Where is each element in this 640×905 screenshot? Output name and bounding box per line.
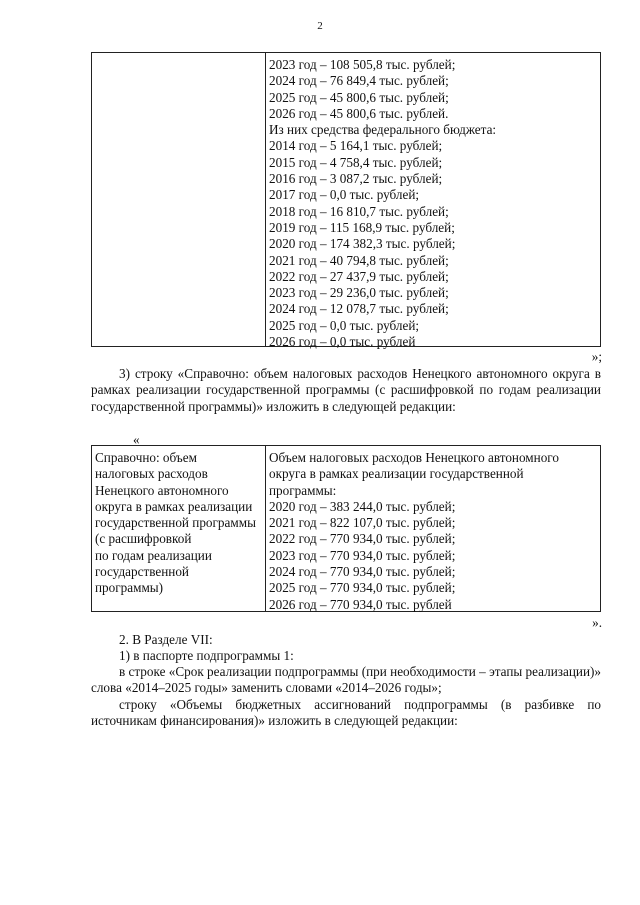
item-3-paragraph: 3) строку «Справочно: объем налоговых расходов Ненецкого автономного округа в рамках реализации государственной программы (с расшифровкой по годам реализации государственной программы)» изложить в следующей редакции: — [91, 366, 601, 414]
opening-quote: « — [133, 432, 140, 447]
tax-table-right-line: 2025 год – 770 934,0 тыс. рублей; — [269, 580, 456, 596]
funding-table-right-cell — [266, 53, 600, 350]
tax-table-right-line: Объем налоговых расходов Ненецкого автономного — [269, 450, 559, 465]
funding-line: 2016 год – 3 087,2 тыс. рублей; — [269, 171, 443, 187]
funding-line: 2023 год – 108 505,8 тыс. рублей; — [269, 57, 456, 72]
funding-line: 2017 год – 0,0 тыс. рублей; — [269, 187, 420, 203]
tax-table-left-line: программы) — [95, 580, 164, 596]
tax-table-right-line: 2022 год – 770 934,0 тыс. рублей; — [269, 531, 456, 547]
tax-expenditure-table — [91, 445, 601, 612]
funding-line: 2018 год – 16 810,7 тыс. рублей; — [269, 203, 449, 219]
funding-line: 2024 год – 76 849,4 тыс. рублей; — [269, 73, 449, 89]
funding-line: 2026 год – 45 800,6 тыс. рублей. — [269, 105, 449, 121]
funding-line: 2023 год – 29 236,0 тыс. рублей; — [269, 285, 449, 301]
funding-table-left-cell — [92, 53, 266, 346]
tax-table-right-line: 2021 год – 822 107,0 тыс. рублей; — [269, 515, 456, 531]
tax-table-right-line: округа в рамках реализации государственной — [269, 466, 524, 482]
funding-line: Из них средства федерального бюджета: — [269, 122, 497, 138]
funding-line: 2024 год – 12 078,7 тыс. рублей; — [269, 301, 449, 317]
closing-quote-1: »; — [591, 349, 602, 364]
tax-table-left-line: налоговых расходов — [95, 466, 208, 482]
closing-quote-2: ». — [592, 615, 602, 630]
funding-line: 2022 год – 27 437,9 тыс. рублей; — [269, 268, 449, 284]
tax-table-right-cell — [266, 446, 600, 611]
funding-line: 2025 год – 45 800,6 тыс. рублей; — [269, 89, 449, 105]
funding-table — [91, 52, 601, 350]
tax-table-left-line: (с расшифровкой — [95, 531, 192, 547]
tax-table-left-line: государственной — [95, 564, 189, 580]
tax-table-left-line: Справочно: объем — [95, 450, 197, 465]
funding-line: 2021 год – 40 794,8 тыс. рублей; — [269, 252, 449, 268]
tax-table-left-line: Ненецкого автономного — [95, 482, 229, 498]
funding-line: 2020 год – 174 382,3 тыс. рублей; — [269, 236, 456, 252]
funding-line: 2019 год – 115 168,9 тыс. рублей; — [269, 219, 455, 235]
section-2-item-1: 1) в паспорте подпрограммы 1: — [119, 648, 294, 663]
tax-table-right-line: программы: — [269, 482, 337, 498]
tax-table-right-line: 2026 год – 770 934,0 тыс. рублей — [269, 596, 452, 612]
tax-table-left-cell — [92, 446, 266, 611]
funding-line: 2025 год – 0,0 тыс. рублей; — [269, 317, 420, 333]
tax-table-left-line: округа в рамках реализации — [95, 498, 253, 514]
page-number: 2 — [317, 20, 323, 32]
section-2-term-paragraph: в строке «Срок реализации подпрограммы (при необходимости – этапы реализации)» слова «2014–2025 годы» заменить словами «2014–2026 годы»; — [91, 664, 601, 696]
section-2-heading: 2. В Разделе VII: — [119, 632, 213, 647]
tax-table-right-line: 2020 год – 383 244,0 тыс. рублей; — [269, 498, 456, 514]
tax-table-left-line: по годам реализации — [95, 547, 212, 563]
funding-line: 2026 год – 0,0 тыс. рублей — [269, 334, 416, 350]
tax-table-right-line: 2023 год – 770 934,0 тыс. рублей; — [269, 547, 456, 563]
tax-table-right-line: 2024 год – 770 934,0 тыс. рублей; — [269, 564, 456, 580]
funding-line: 2014 год – 5 164,1 тыс. рублей; — [269, 138, 443, 154]
funding-line: 2015 год – 4 758,4 тыс. рублей; — [269, 154, 443, 170]
section-2-volume-paragraph: строку «Объемы бюджетных ассигнований подпрограммы (в разбивке по источникам финансирования)» изложить в следующей редакции: — [91, 697, 601, 729]
tax-table-left-line: государственной программы — [95, 515, 256, 531]
